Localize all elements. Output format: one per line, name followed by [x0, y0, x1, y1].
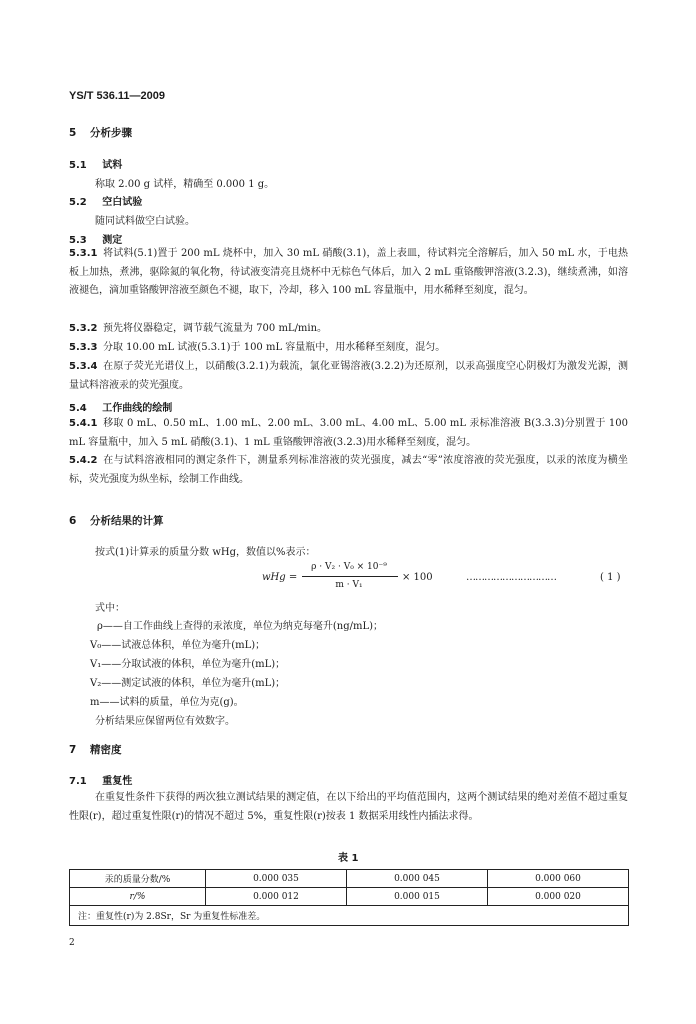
formula-numerator: ρ · V₂ · V₀ × 10⁻⁹ — [311, 562, 387, 572]
variable-v2: V₂——测定试液的体积，单位为毫升(mL)； — [90, 678, 286, 689]
clause-5-3-2 — [69, 320, 628, 339]
clause-5-1-heading — [69, 156, 122, 171]
clause-5-3-heading — [69, 231, 122, 246]
clause-title: 测定 — [102, 235, 123, 246]
formula-times: × 100 — [402, 572, 433, 583]
table-note-row — [70, 906, 629, 926]
variable-m: m——试料的质量，单位为克(g)。 — [90, 697, 244, 708]
clause-5-4-heading — [69, 399, 172, 414]
table-caption: 表 1 — [338, 853, 359, 864]
clause-number: 5.1 — [69, 160, 87, 171]
clause-7-1-text: 在重复性条件下获得的两次独立测试结果的测定值，在以下给出的平均值范围内，这两个测试结果的绝对差值不超过重复性限(r)，超过重复性限(r)的情况不超过 5%，重复性限(r)按表 1 数据采用线性内插法求得。 — [69, 792, 628, 822]
table-note: 注：重复性(r)为 2.8Sr，Sr 为重复性标准差。 — [70, 906, 629, 926]
formula-lhs: wHg = — [262, 572, 298, 583]
clause-number: 5.3.3 — [69, 342, 98, 353]
table-cell: 0.000 012 — [205, 888, 346, 906]
clause-5-2-heading — [69, 193, 142, 208]
section-6-heading — [69, 513, 163, 528]
variable-v0: V₀——试液总体积，单位为毫升(mL)； — [90, 640, 266, 651]
clause-5-1-text: 称取 2.00 g 试样，精确至 0.000 1 g。 — [95, 179, 275, 190]
section-number: 7 — [69, 744, 77, 756]
clause-title: 试料 — [102, 160, 123, 171]
table-cell: 0.000 045 — [346, 870, 487, 888]
clause-number: 5.2 — [69, 197, 87, 208]
clause-number: 7.1 — [69, 776, 87, 787]
clause-5-4-2 — [69, 452, 628, 489]
clause-number: 5.3.1 — [69, 248, 98, 259]
page-number: 2 — [69, 938, 75, 948]
clause-7-1-heading — [69, 772, 132, 787]
clause-number: 5.3 — [69, 235, 87, 246]
clause-text: 移取 0 mL、0.50 mL、1.00 mL、2.00 mL、3.00 mL、4.00 mL、5.00 mL 汞标准溶液 B(3.3.3)分别置于 100 mL 容量瓶中，加入 5 mL 硝酸(3.1)、1 mL 重铬酸钾溶液(3.2.3)用水稀释至刻度，混匀。 — [69, 418, 628, 448]
clause-number: 5.4.1 — [69, 418, 98, 429]
row-label: 汞的质量分数/% — [70, 870, 206, 888]
table-row — [70, 888, 629, 906]
clause-5-4-1 — [69, 415, 628, 452]
formula-denominator: m · V₁ — [335, 580, 363, 590]
clause-text: 分取 10.00 mL 试液(5.3.1)于 100 mL 容量瓶中，用水稀释至刻度，混匀。 — [103, 342, 446, 353]
formula-label: ( 1 ) — [600, 572, 621, 583]
clause-text: 在原子荧光光谱仪上，以硝酸(3.2.1)为载流，氯化亚锡溶液(3.2.2)为还原剂，以汞高强度空心阴极灯为激发光源，测量试料溶液汞的荧光强度。 — [69, 361, 628, 391]
clause-text: 将试料(5.1)置于 200 mL 烧杯中，加入 30 mL 硝酸(3.1)，盖上表皿，待试料完全溶解后，加入 50 mL 水，于电热板上加热，煮沸，驱除氮的氧化物，待试液变清亮且烧杯中无棕色气体后，加入 2 mL 重铬酸钾溶液(3.2.3)，继续煮沸，如溶液褪色，滴加重铬酸钾溶液至颜色不褪，取下，冷却，移入 100 mL 容量瓶中，用水稀释至刻度，混匀。 — [69, 248, 628, 297]
clause-number: 5.3.4 — [69, 361, 98, 372]
table-row — [70, 870, 629, 888]
row-label: r/% — [70, 888, 206, 906]
section-title: 分析步骤 — [89, 127, 132, 139]
table-cell: 0.000 035 — [205, 870, 346, 888]
table-cell: 0.000 060 — [487, 870, 628, 888]
clause-number: 5.4.2 — [69, 455, 98, 466]
standard-code: YS/T 536.11—2009 — [69, 90, 166, 102]
clause-5-3-4 — [69, 358, 628, 395]
section-title: 分析结果的计算 — [89, 515, 164, 527]
table-cell: 0.000 015 — [346, 888, 487, 906]
clause-number: 5.3.2 — [69, 323, 98, 334]
section-number: 5 — [69, 127, 77, 139]
clause-text: 预先将仪器稳定，调节载气流量为 700 mL/min。 — [103, 323, 328, 334]
clause-title: 重复性 — [102, 776, 133, 787]
table-cell: 0.000 020 — [487, 888, 628, 906]
section-7-heading — [69, 742, 121, 757]
clause-number: 5.4 — [69, 403, 87, 414]
clause-5-2-text: 随同试料做空白试验。 — [95, 216, 195, 227]
section-number: 6 — [69, 515, 77, 527]
section-title: 精密度 — [89, 744, 122, 756]
section-5-heading — [69, 125, 132, 140]
clause-text: 在与试料溶液相同的测定条件下，测量系列标准溶液的荧光强度，减去“零”浓度溶液的荧光强度，以汞的浓度为横坐标，荧光强度为纵坐标，绘制工作曲线。 — [69, 455, 628, 485]
variable-v1: V₁——分取试液的体积，单位为毫升(mL)； — [90, 659, 286, 670]
fraction-bar — [302, 576, 398, 577]
where-label: 式中： — [95, 603, 125, 614]
formula-intro: 按式(1)计算汞的质量分数 wHg，数值以%表示： — [95, 547, 316, 558]
clause-5-3-1 — [69, 245, 628, 301]
clause-5-3-3 — [69, 339, 628, 358]
repeatability-table — [69, 869, 629, 926]
clause-title: 工作曲线的绘制 — [102, 403, 173, 414]
variable-rho: ρ——自工作曲线上查得的汞浓度，单位为纳克每毫升(ng/mL)； — [97, 621, 384, 632]
formula-leader-dots: ………………………… — [466, 572, 556, 583]
clause-title: 空白试验 — [102, 197, 143, 208]
significant-figures-note: 分析结果应保留两位有效数字。 — [95, 716, 235, 727]
